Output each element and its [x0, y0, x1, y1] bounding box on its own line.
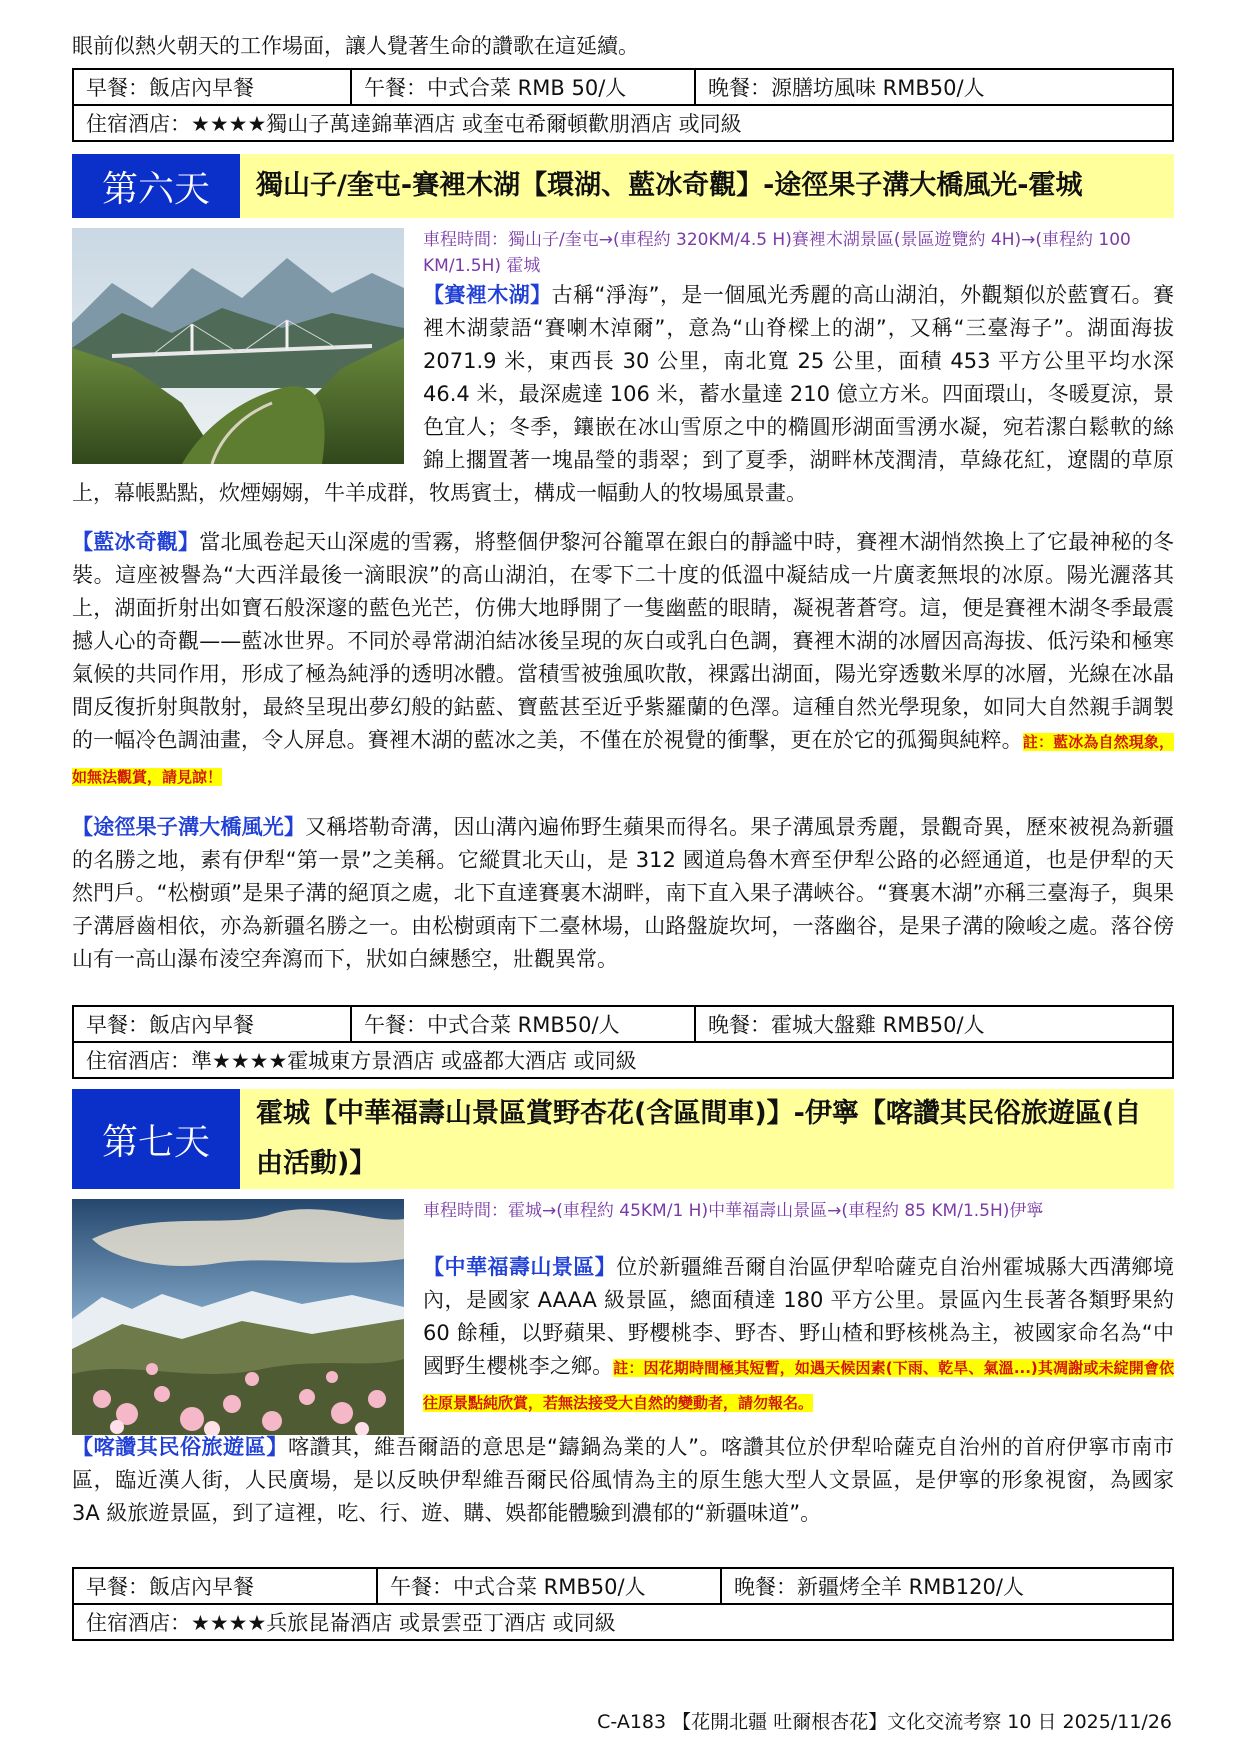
lunch-cell: 午餐：中式合菜 RMB50/人: [351, 1006, 695, 1042]
dinner-cell: 晚餐：新疆烤全羊 RMB120/人: [721, 1568, 1173, 1604]
day6-badge: 第六天: [72, 154, 240, 218]
day6-title: 獨山子/奎屯-賽裡木湖【環湖、藍冰奇觀】-途徑果子溝大橋風光-霍城: [256, 170, 1083, 201]
day6-blue-ice-paragraph: [72, 526, 1174, 794]
lunch-cell: 午餐：中式合菜 RMB 50/人: [351, 69, 695, 105]
blue-ice-body: 當北風卷起天山深處的雪霧，將整個伊黎河谷籠罩在銀白的靜謐中時，賽裡木湖悄然換上了它最神秘的冬裝。這座被譽為“大西洋最後一滴眼淚”的高山湖泊，在零下二十度的低溫中凝結成一片廣袤無垠的冰原。陽光灑落其上，湖面折射出如寶石般深邃的藍色光芒，仿佛大地睜開了一隻幽藍的眼睛，凝視著蒼穹。這，便是賽裡木湖冬季最震撼人心的奇觀——藍冰世界。不同於尋常湖泊結冰後呈現的灰白或乳白色調，賽裡木湖的冰層因高海拔、低污染和極寒氣候的共同作用，形成了極為純淨的透明冰體。當積雪被強風吹散，裸露出湖面，陽光穿透數米厚的冰層，光線在冰晶間反復折射與散射，最終呈現出夢幻般的鈷藍、寶藍甚至近乎紫羅蘭的色澤。這種自然光學現象，如同大自然親手調製的一幅冷色調油畫，令人屏息。賽裡木湖的藍冰之美，不僅在於視覺的衝擊，更在於它的孤獨與純粹。: [72, 530, 1175, 752]
hotel-cell: 住宿酒店：準★★★★霍城東方景酒店 或盛都大酒店 或同級: [73, 1042, 1173, 1078]
day7-header: [72, 1089, 1174, 1189]
day6-guozigou-paragraph: [72, 811, 1174, 976]
day7-title: 霍城【中華福壽山景區賞野杏花(含區間車)】-伊寧【喀讚其民俗旅遊區(自由活動)】: [256, 1098, 1142, 1179]
guozigou-body: 又稱塔勒奇溝，因山溝內遍佈野生蘋果而得名。果子溝風景秀麗，景觀奇異，歷來被視為新疆的名勝之地，素有伊犁“第一景”之美稱。它縱貫北天山，是 312 國道烏魯木齊至伊犁公路的必經通道，也是伊犁的天然門戶。“松樹頭”是果子溝的絕頂之處，北下直達賽裏木湖畔，南下直入果子溝峽谷。“賽裏木湖”亦稱三臺海子，與果子溝唇齒相依，亦為新疆名勝之一。由松樹頭南下二臺林場，山路盤旋坎坷，一落幽谷，是果子溝的險峻之處。落谷傍山有一高山瀑布淩空奔瀉而下，狀如白練懸空，壯觀異常。: [72, 815, 1174, 971]
fushoushan-body: 位於新疆維吾爾自治區伊犁哈薩克自治州霍城縣大西溝鄉境內，是國家 AAAA 級景區，總面積達 180 平方公里。景區內生長著各類野果約 60 餘種，以野蘋果、野櫻桃李、野杏、野山楂和野核桃為主，被國家命名為“中國野生櫻桃李之鄉。: [423, 1255, 1175, 1378]
meal-table-day7: [72, 1567, 1174, 1641]
photo-spacer: [72, 279, 423, 467]
day7-fushoushan-paragraph: [72, 1251, 1174, 1437]
fushoushan-note: 註：因花期時間極其短暫，如遇天候因素(下雨、乾旱、氣溫...)其凋謝或未綻開會依往原景點純欣賞，若無法接受大自然的變動者，請勿報名。: [423, 1359, 1175, 1412]
blue-ice-note: 註：藍冰為自然現象，如無法觀賞，請見諒！: [72, 733, 1174, 786]
day6-sayram-paragraph: [72, 279, 1174, 510]
sayram-body: 古稱“淨海”，是一個風光秀麗的高山湖泊，外觀類似於藍寶石。賽裡木湖蒙語“賽喇木淖爾”，意為“山脊樑上的湖”，又稱“三臺海子”。湖面海拔 2071.9 米，東西長 30 公里，南北寬 25 公里，面積 453 平方公里平均水深 46.4 米，最深處達 106 米，蓄水量達 210 億立方米。四面環山，冬暖夏涼，景色宜人；冬季，鑲嵌在冰山雪原之中的橢圓形湖面雪湧水凝，宛若潔白鬆軟的絲錦上擱置著一塊晶瑩的翡翠；到了夏季，湖畔林茂潤清，草綠花紅，遼闊的草原上，幕帳點點，炊煙嫋嫋，牛羊成群，牧馬賓士，構成一幅動人的牧場風景畫。: [72, 283, 1175, 505]
meal-table-day6: [72, 1005, 1174, 1079]
hotel-cell: 住宿酒店：★★★★兵旅昆崙酒店 或景雲亞丁酒店 或同級: [73, 1604, 1173, 1640]
breakfast-cell: 早餐：飯店內早餐: [73, 1568, 377, 1604]
dinner-cell: 晚餐：源膳坊風味 RMB50/人: [695, 69, 1173, 105]
kazanqi-heading: 【喀讚其民俗旅遊區】: [72, 1435, 288, 1459]
breakfast-cell: 早餐：飯店內早餐: [73, 1006, 351, 1042]
hotel-cell: 住宿酒店：★★★★獨山子萬達錦華酒店 或奎屯希爾頓歡朋酒店 或同級: [73, 105, 1173, 141]
continuation-text: 眼前似熱火朝天的工作場面，讓人覺著生命的讚歌在這延續。: [72, 34, 639, 58]
lunch-cell: 午餐：中式合菜 RMB50/人: [377, 1568, 721, 1604]
meal-table-day5: [72, 68, 1174, 142]
dinner-cell: 晚餐：霍城大盤雞 RMB50/人: [695, 1006, 1173, 1042]
day7-route: 車程時間：霍城→(車程約 45KM/1 H)中華福壽山景區→(車程約 85 KM/1.5H)伊寧: [423, 1201, 1044, 1221]
day7-kazanqi-paragraph: [72, 1431, 1174, 1530]
sayram-heading: 【賽裡木湖】: [423, 283, 552, 307]
kazanqi-body: 喀讚其，維吾爾語的意思是“鑄鍋為業的人”。喀讚其位於伊犁哈薩克自治州的首府伊寧市南市區，臨近漢人街，人民廣場，是以反映伊犁維吾爾民俗風情為主的原生態大型人文景區，是伊寧的形象視窗，為國家 3A 級旅遊景區，到了這裡，吃、行、遊、購、娛都能體驗到濃郁的“新疆味道”。: [72, 1435, 1174, 1525]
day6-header: [72, 154, 1174, 218]
photo-spacer: [72, 1251, 423, 1437]
day6-route: 車程時間：獨山子/奎屯→(車程約 320KM/4.5 H)賽裡木湖景區(景區遊覽約 4H)→(車程約 100 KM/1.5H) 霍城: [423, 230, 1131, 276]
blue-ice-heading: 【藍冰奇觀】: [72, 530, 200, 554]
breakfast-cell: 早餐：飯店內早餐: [73, 69, 351, 105]
fushoushan-heading: 【中華福壽山景區】: [423, 1255, 617, 1279]
day7-badge: 第七天: [72, 1089, 240, 1189]
page-footer: C-A183 【花開北疆 吐爾根杏花】文化交流考察 10 日 2025/11/26: [597, 1711, 1172, 1733]
guozigou-heading: 【途徑果子溝大橋風光】: [72, 815, 306, 839]
